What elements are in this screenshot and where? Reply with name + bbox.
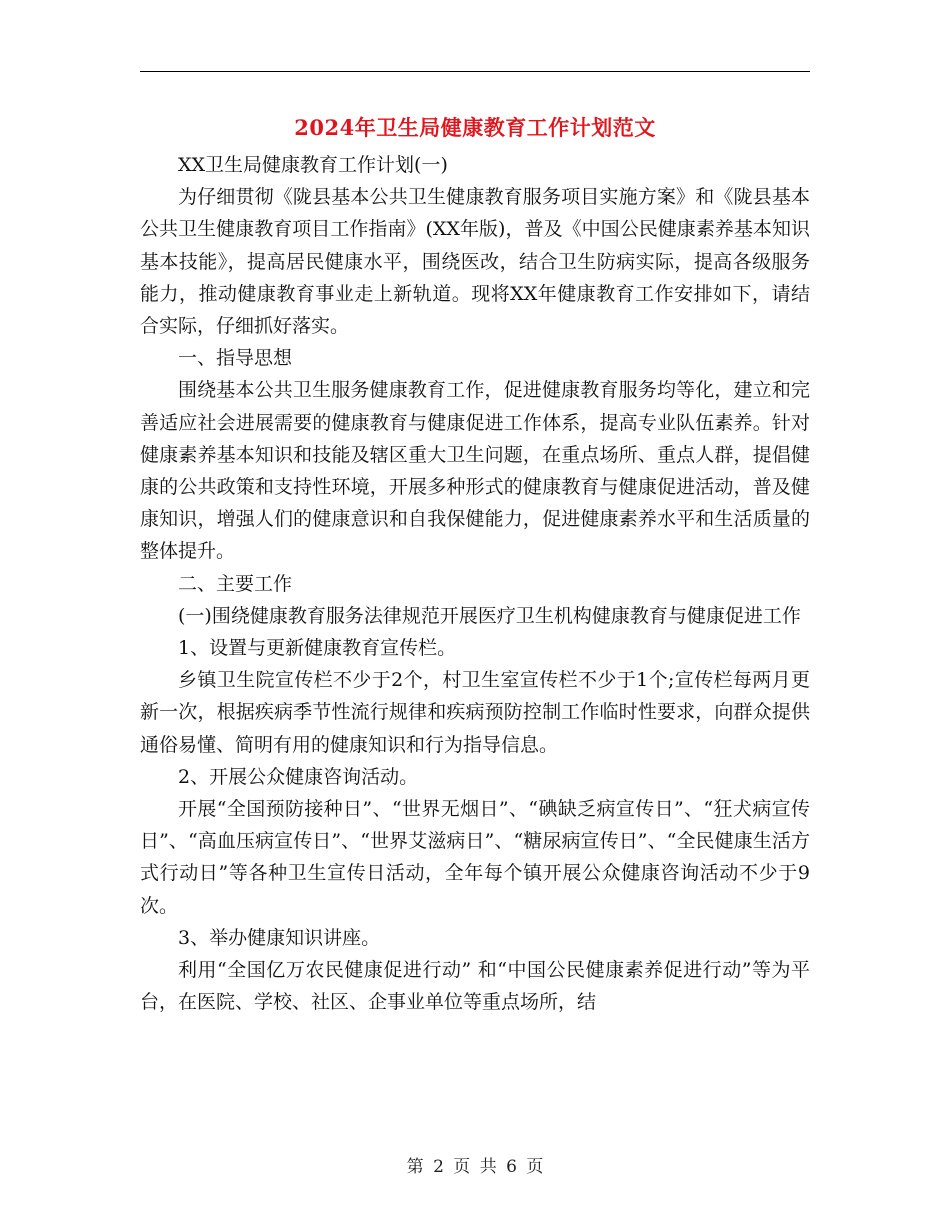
section-heading-guiding-thought: 一、指导思想 xyxy=(178,347,293,370)
document-body xyxy=(140,149,810,1018)
subsection-heading-1: (一)围绕健康教育服务法律规范开展医疗卫生机构健康教育与健康促进工作 xyxy=(178,604,801,627)
item-heading-2: 2、开展公众健康咨询活动。 xyxy=(178,765,419,788)
paragraph-lectures: 利用“全国亿万农民健康促进行动” 和“中国公民健康素养促进行动”等为平台，在医院、学校、社区、企事业单位等重点场所，结 xyxy=(140,959,810,1014)
paragraph-guiding-thought: 围绕基本公共卫生服务健康教育工作，促进健康教育服务均等化，建立和完善适应社会进展需要的健康教育与健康促进工作体系，提高专业队伍素养。针对健康素养基本知识和技能及辖区重大卫生问题，在重点场所、重点人群，提倡健康的公共政策和支持性环境，开展多种形式的健康教育与健康促进活动，普及健康知识，增强人们的健康意识和自我保健能力，促进健康素养水平和生活质量的整体提升。 xyxy=(140,379,810,563)
item-heading-3: 3、举办健康知识讲座。 xyxy=(178,926,381,949)
section-heading-main-work: 二、主要工作 xyxy=(178,572,293,595)
paragraph-subtitle: XX卫生局健康教育工作计划(一) xyxy=(178,154,448,176)
paragraph-bulletin-board: 乡镇卫生院宣传栏不少于2个，村卫生室宣传栏不少于1个;宣传栏每两月更新一次，根据疾病季节性流行规律和疾病预防控制工作临时性要求，向群众提供通俗易懂、简明有用的健康知识和行为指导信息。 xyxy=(140,669,810,756)
paragraph-consultation: 开展“全国预防接种日”、“世界无烟日”、“碘缺乏病宣传日”、“狂犬病宣传日”、“高血压病宣传日”、“世界艾滋病日”、“糖尿病宣传日”、“全民健康生活方式行动日”等各种卫生宣传日活动，全年每个镇开展公众健康咨询活动不少于9次。 xyxy=(140,798,810,917)
page-number: 第 2 页 共 6 页 xyxy=(406,1157,544,1177)
paragraph-intro: 为仔细贯彻《陇县基本公共卫生健康教育服务项目实施方案》和《陇县基本公共卫生健康教育项目工作指南》(XX年版)，普及《中国公民健康素养基本知识基本技能》，提高居民健康水平，围绕医改，结合卫生防病实际，提高各级服务能力，推动健康教育事业走上新轨道。现将XX年健康教育工作安排如下，请结合实际，仔细抓好落实。 xyxy=(140,186,810,338)
document-title: 2024年卫生局健康教育工作计划范文 xyxy=(294,115,656,140)
header-rule xyxy=(140,71,810,72)
item-heading-1: 1、设置与更新健康教育宣传栏。 xyxy=(178,637,457,660)
